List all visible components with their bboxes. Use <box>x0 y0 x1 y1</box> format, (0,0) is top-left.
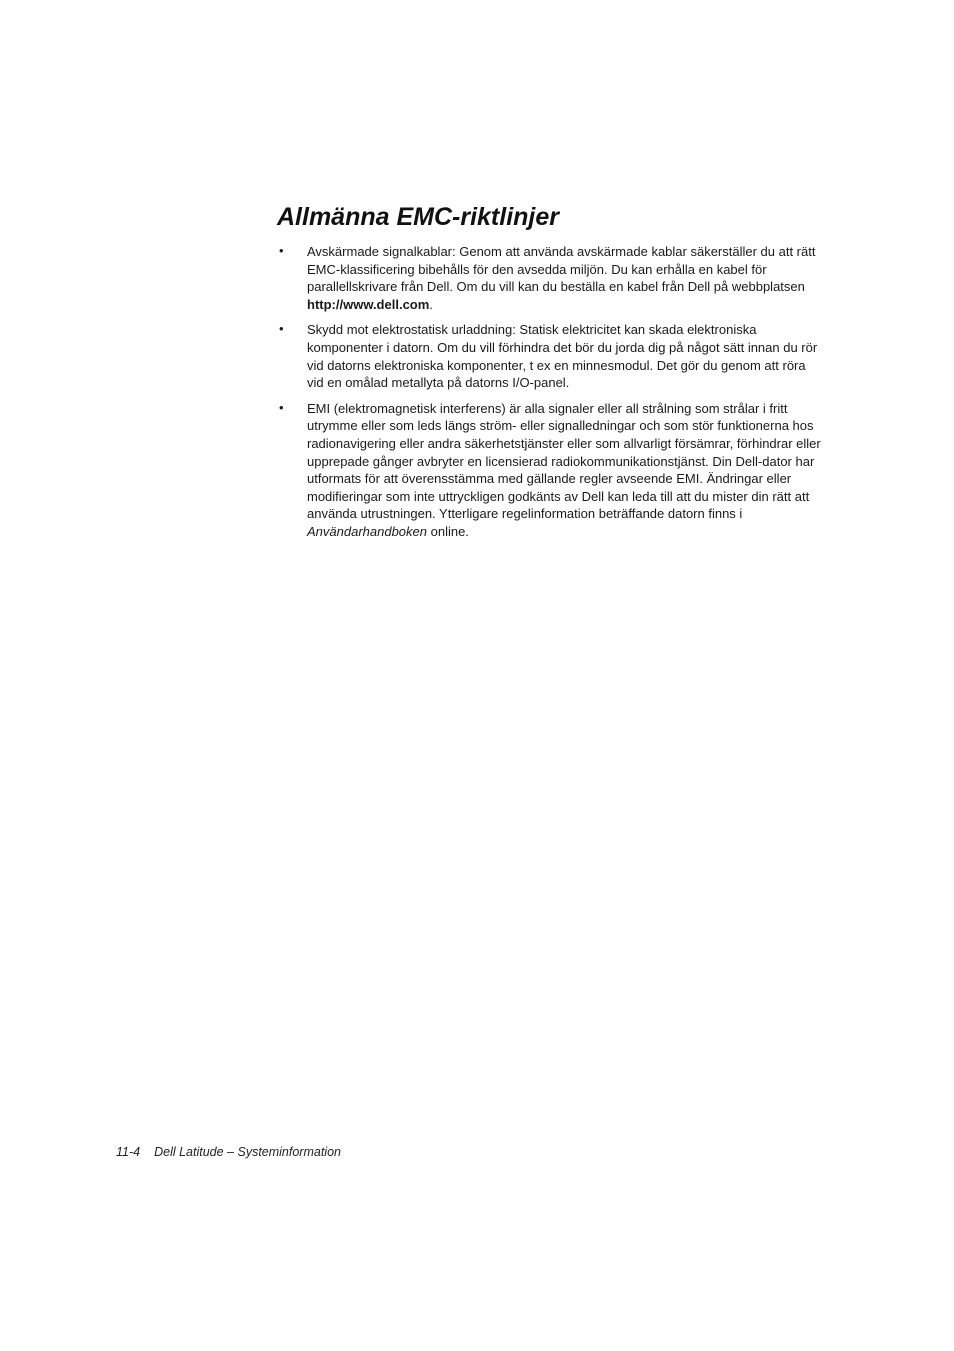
page-number: 11-4 <box>116 1145 141 1159</box>
dell-website-link[interactable]: http://www.dell.com <box>307 296 430 312</box>
page-footer <box>116 1145 341 1159</box>
list-item-esd <box>279 321 824 391</box>
bullet-text-part: EMI (elektromagnetisk interferens) är alla signaler eller all strålning som strålar i fritt utrymme eller som leds längs ström- eller signalledningar och som stör funktionerna hos radionavigering eller andra säkerhetstjänster eller som allvarligt försämrar, förhindrar eller upprepade gånger avbryter en licensierad radiokommunikationstjänst. Din Dell-dator har utformats för att överensstämma med gällande regler avseende EMI. Ändringar eller modifieringar som inte uttryckligen godkänts av Dell kan leda till att du mister din rätt att använda utrustningen. Ytterligare regelinformation beträffande datorn finns i <box>307 400 821 522</box>
list-item-shielded-cables <box>279 243 824 313</box>
bullet-text-part: Avskärmade signalkablar: Genom att använda avskärmade kablar säkerställer du att rätt EMC-klassificering bibehålls för den avsedda miljön. Du kan erhålla en kabel för parallellskrivare från Dell. Om du vill kan du beställa en kabel från Dell på webbplatsen <box>307 244 816 295</box>
bullet-icon: • <box>279 399 284 415</box>
bullet-text-part: . <box>429 296 433 312</box>
bullet-icon: • <box>279 321 284 337</box>
list-item-emi <box>279 400 824 541</box>
bullet-text-part: online. <box>427 523 469 539</box>
bullet-text <box>307 243 824 313</box>
bullet-text <box>307 400 824 541</box>
user-guide-title: Användarhandboken <box>307 523 427 539</box>
bullet-text: Skydd mot elektrostatisk urladdning: Statisk elektricitet kan skada elektroniska komponenter i datorn. Om du vill förhindra det bör du jorda dig på något sätt innan du rör vid datorns elektroniska komponenter, t ex en minnesmodul. Det gör du genom att röra vid en omålad metallyta på datorns I/O-panel. <box>307 322 818 391</box>
bullet-icon: • <box>279 243 284 258</box>
footer-title: Dell Latitude – Systeminformation <box>154 1145 341 1159</box>
page-heading: Allmänna EMC-riktlinjer <box>277 203 559 231</box>
guideline-list <box>279 243 824 549</box>
